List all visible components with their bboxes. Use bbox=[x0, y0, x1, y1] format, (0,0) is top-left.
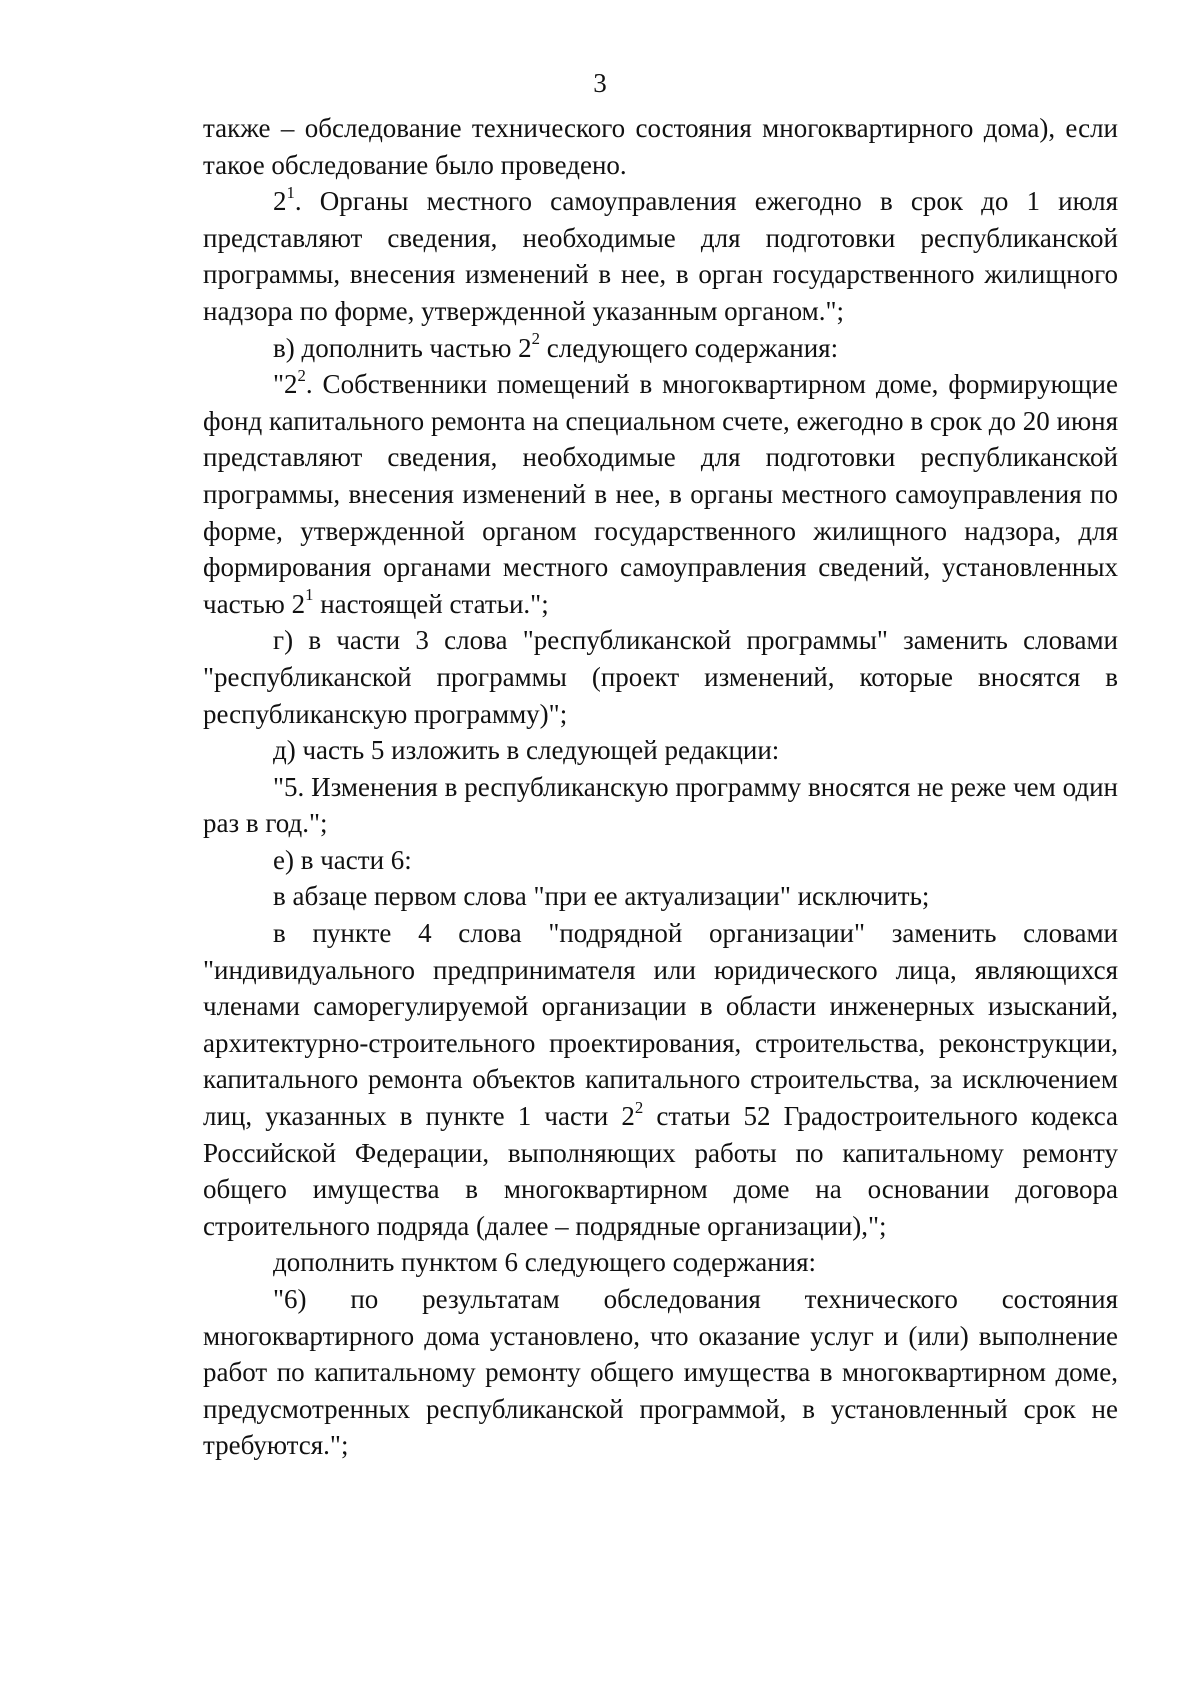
text-run: также – обследование технического состояния многоквартирного дома), если такое обследование было проведено. bbox=[203, 113, 1118, 180]
text-run: д) часть 5 изложить в следующей редакции: bbox=[273, 735, 780, 766]
page-number: 3 bbox=[593, 68, 607, 98]
text-run: настоящей статьи."; bbox=[313, 588, 549, 619]
paragraph bbox=[203, 1281, 1118, 1464]
document-body bbox=[203, 110, 1118, 1464]
superscript: 2 bbox=[531, 329, 541, 349]
text-run: "5. Изменения в республиканскую программу вносятся не реже чем один раз в год."; bbox=[203, 771, 1118, 839]
text-run: в пункте 4 слова "подрядной организации" заменить словами "индивидуального предпринимателя или юридического лица, являющихся членами саморегулируемой организации в области инженерных изысканий, архитектурно-строительного проектирования, строительства, реконструкции, капитального ремонта объектов капитального строительства, за исключением лиц, указанных в пункте 1 части 2 bbox=[203, 918, 1118, 1132]
text-run: в абзаце первом слова "при ее актуализации" исключить; bbox=[273, 881, 930, 912]
text-run: г) в части 3 слова "республиканской программы" заменить словами "республиканской программы (проект изменений, которые вносятся в республиканскую программу)"; bbox=[203, 625, 1118, 729]
paragraph bbox=[203, 915, 1118, 1244]
paragraph bbox=[203, 110, 1118, 183]
paragraph bbox=[203, 732, 1118, 769]
paragraph bbox=[203, 622, 1118, 732]
superscript: 1 bbox=[286, 182, 295, 202]
text-run: . Собственники помещений в многоквартирном доме, формирующие фонд капитального ремонта на специальном счете, ежегодно в срок до 20 июня представляют сведения, необходимые для подготовки республиканской программы, внесения изменений в нее, в органы местного самоуправления по форме, утвержденной органом государственного жилищного надзора, для формирования органами местного самоуправления сведений, установленных частью 2 bbox=[203, 369, 1118, 619]
superscript: 1 bbox=[305, 585, 314, 605]
text-run: статьи 52 Градостроительного кодекса Российской Федерации, выполняющих работы по капитальному ремонту общего имущества в многоквартирном доме на основании договора строительного подряда (далее – подрядные организации),"; bbox=[203, 1101, 1118, 1241]
paragraph bbox=[203, 366, 1118, 622]
paragraph bbox=[203, 842, 1118, 879]
text-run: 2 bbox=[273, 186, 287, 217]
paragraph bbox=[203, 769, 1118, 842]
text-run: дополнить пунктом 6 следующего содержания: bbox=[273, 1247, 817, 1278]
text-run: следующего содержания: bbox=[540, 332, 839, 363]
text-run: . Органы местного самоуправления ежегодно в срок до 1 июля представляют сведения, необходимые для подготовки республиканской программы, внесения изменений в нее, в орган государственного жилищного надзора по форме, утвержденной указанным органом."; bbox=[203, 186, 1118, 326]
text-run: "2 bbox=[273, 369, 298, 400]
paragraph bbox=[203, 878, 1118, 915]
text-run: "6) по результатам обследования технического состояния многоквартирного дома установлено, что оказание услуг и (или) выполнение работ по капитальному ремонту общего имущества в многоквартирном доме, предусмотренных республиканской программой, в установленный срок не требуются."; bbox=[203, 1284, 1118, 1461]
text-run: е) в части 6: bbox=[273, 844, 412, 875]
paragraph bbox=[203, 1244, 1118, 1281]
superscript: 2 bbox=[634, 1097, 644, 1117]
text-run: в) дополнить частью 2 bbox=[273, 332, 532, 363]
paragraph bbox=[203, 330, 1118, 367]
superscript: 2 bbox=[297, 365, 306, 385]
paragraph bbox=[203, 183, 1118, 329]
